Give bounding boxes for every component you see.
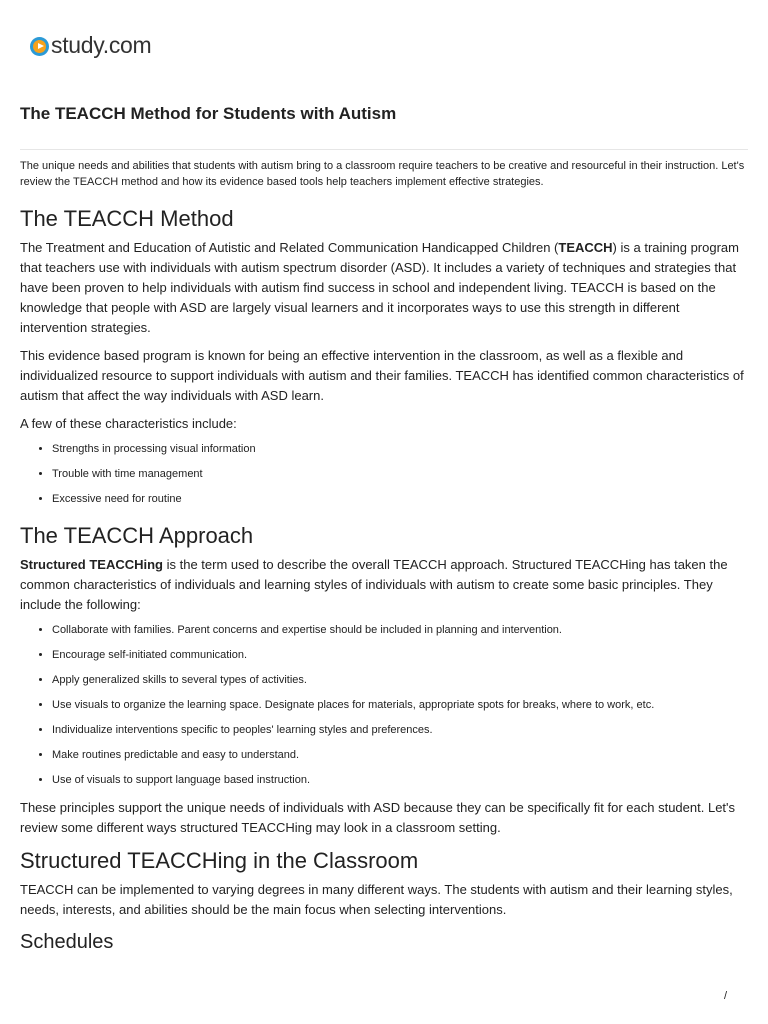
section-structured-teacching [20, 846, 748, 920]
paragraph: A few of these characteristics include: [20, 416, 237, 431]
section-heading: Structured TEACCHing in the Classroom [20, 848, 419, 873]
page-title: The TEACCH Method for Students with Autism [20, 104, 397, 123]
paragraph: Structured TEACCHing is the term used to describe the overall TEACCH approach. Structured TEACCHing has taken the common characteristics of individuals and learning styles of individuals with autism to create some basic principles. They include the following: [20, 557, 728, 612]
principles-list [20, 623, 748, 788]
article-body [20, 204, 748, 956]
list-item: • Use of visuals to support language based instruction. [52, 773, 748, 788]
divider [20, 149, 748, 150]
list-item: • Collaborate with families. Parent concerns and expertise should be included in planning and intervention. [52, 623, 748, 638]
paragraph: The Treatment and Education of Autistic and Related Communication Handicapped Children (TEACCH) is a training program that teachers use with individuals with autism spectrum disorder (ASD). It includes a variety of techniques and strategies that have been proven to help individuals with autism find success in school and independent living. TEACCH is based on the knowledge that people with ASD are largely visual learners and it incorporates ways to use this strength in different intervention strategies. [20, 240, 739, 335]
section-heading: The TEACCH Approach [20, 523, 254, 548]
section-schedules [20, 928, 748, 956]
list-item: • Individualize interventions specific to peoples' learning styles and preferences. [52, 723, 748, 738]
list-item: • Encourage self-initiated communication. [52, 648, 748, 663]
subsection-heading: Schedules [20, 931, 114, 953]
logo-text: study.com [51, 32, 152, 58]
paragraph: This evidence based program is known for being an effective intervention in the classroom, as well as a flexible and individualized resource to support individuals with autism and their families. TEACCH has identified common characteristics of autism that affect the way individuals with ASD learn. [20, 348, 744, 403]
section-teacch-method [20, 204, 748, 507]
section-heading: The TEACCH Method [20, 206, 234, 231]
page-footer-mark: / [724, 990, 728, 1002]
list-item: • Excessive need for routine [52, 492, 748, 507]
section-teacch-approach [20, 521, 748, 838]
paragraph: These principles support the unique needs of individuals with ASD because they can be specifically fit for each student. Let's review some different ways structured TEACCHing may look in a classroom setting. [20, 800, 736, 835]
list-item: • Make routines predictable and easy to understand. [52, 748, 748, 763]
study-com-logo[interactable] [30, 32, 151, 59]
list-item: • Trouble with time management [52, 467, 748, 482]
characteristics-list [20, 442, 748, 507]
paragraph: TEACCH can be implemented to varying degrees in many different ways. The students with autism and their learning styles, needs, interests, and abilities should be the main focus when selecting interventions. [20, 882, 733, 917]
list-item: • Use visuals to organize the learning space. Designate places for materials, appropriate spots for breaks, where to work, etc. [52, 698, 748, 713]
list-item: • Apply generalized skills to several types of activities. [52, 673, 748, 688]
intro-summary: The unique needs and abilities that students with autism bring to a classroom require teachers to be creative and resourceful in their instruction. Let's review the TEACCH method and how its evidence based tools help teachers implement effective strategies. [20, 160, 745, 188]
list-item: • Strengths in processing visual information [52, 442, 748, 457]
play-circle-icon [30, 37, 49, 56]
